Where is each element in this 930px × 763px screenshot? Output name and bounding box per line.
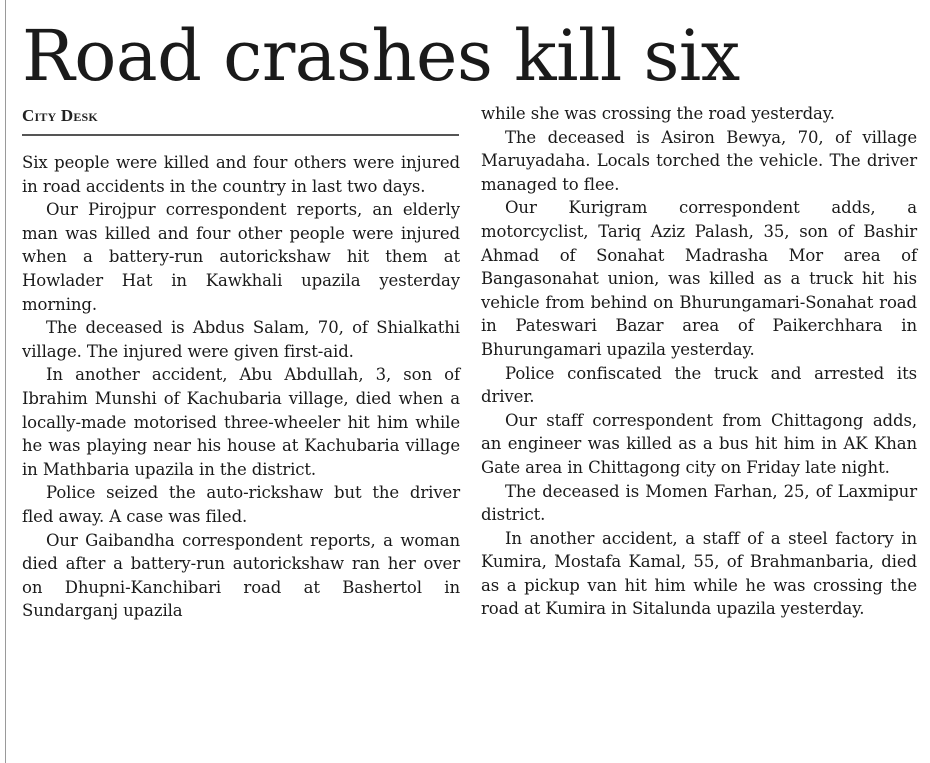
paragraph: Police seized the auto-rickshaw but the driver fled away. A case was filed.	[22, 483, 460, 526]
paragraph-continued: while she was crossing the road yesterday.	[481, 104, 835, 123]
byline: City Desk	[22, 106, 98, 125]
paragraph: The deceased is Asiron Bewya, 70, of village Maruyadaha. Locals torched the vehicle. The driver managed to flee.	[481, 127, 917, 194]
paragraph: Our Pirojpur correspondent reports, an elderly man was killed and four other people were injured when a battery-run autorickshaw hit them at Howlader Hat in Kawkhali upazila yesterday morning.	[22, 200, 460, 314]
paragraph: Our staff correspondent from Chittagong adds, an engineer was killed as a bus hit him in AK Khan Gate area in Chittagong city on Friday late night.	[481, 410, 917, 477]
paragraph: The deceased is Abdus Salam, 70, of Shialkathi village. The injured were given first-aid.	[22, 318, 460, 361]
paragraph: The deceased is Momen Farhan, 25, of Laxmipur district.	[481, 481, 917, 525]
paragraph: In another accident, Abu Abdullah, 3, son of Ibrahim Munshi of Kachubaria village, died when a locally-made motorised three-wheeler hit him while he was playing near his house at Kachubaria village in Mathbaria upazila in the district.	[22, 365, 460, 479]
byline-divider	[22, 134, 459, 136]
article-column-2	[481, 102, 917, 621]
paragraph: Police confiscated the truck and arrested its driver.	[481, 363, 917, 407]
paragraph: Our Gaibandha correspondent reports, a woman died after a battery-run autorickshaw ran her over on Dhupni-Kanchibari road at Bashertol in Sundarganj upazila	[22, 530, 460, 621]
paragraph: Six people were killed and four others were injured in road accidents in the country in last two days.	[22, 153, 460, 196]
paragraph: In another accident, a staff of a steel factory in Kumira, Mostafa Kamal, 55, of Brahmanbaria, died as a pickup van hit him while he was crossing the road at Kumira in Sitalunda upazila yesterday.	[481, 528, 917, 619]
paragraph: Our Kurigram correspondent adds, a motorcyclist, Tariq Aziz Palash, 35, son of Bashir Ahmad of Sonahat Madrasha Mor area of Bangasonahat union, was killed as a truck hit his vehicle from behind on Bhurungamari-Sonahat road in Pateswari Bazar area of Paikerchhara in Bhurungamari upazila yesterday.	[481, 198, 917, 359]
article-column-1	[22, 151, 460, 623]
headline: Road crashes kill six	[22, 15, 740, 97]
page-edge-rule	[5, 0, 6, 763]
